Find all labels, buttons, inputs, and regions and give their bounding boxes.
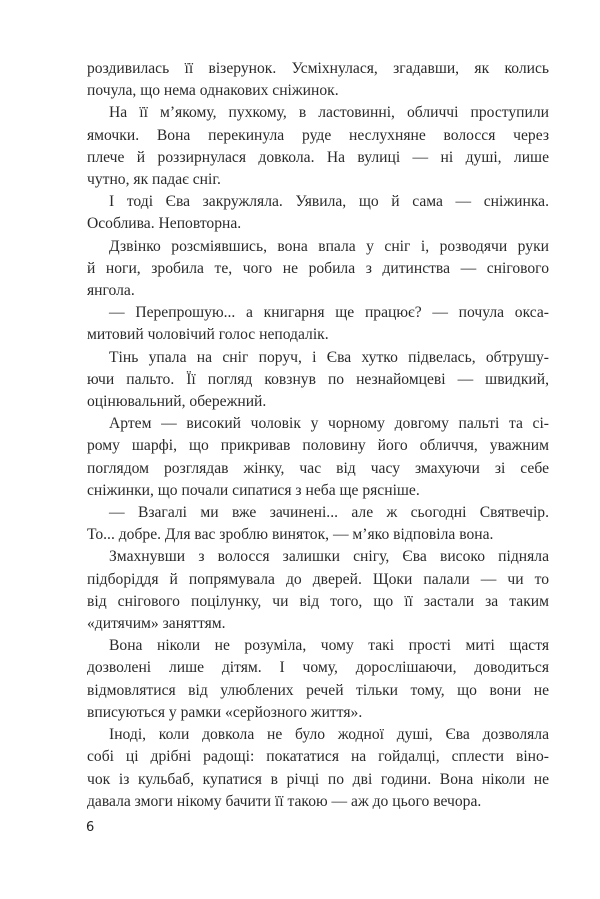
text-line: й ноги, зробила те, чого не робила з дитинства — снігового — [87, 259, 549, 277]
text-line: оцінювальний, обережний. — [87, 393, 267, 411]
paragraph — [87, 413, 549, 502]
paragraph — [87, 635, 549, 724]
text-line: сніжинки, що почали сипатися з неба ще рясніше. — [87, 481, 420, 499]
paragraph — [87, 191, 549, 235]
paragraph — [87, 724, 549, 813]
text-line: То... добре. Для вас зроблю виняток, — м’яко відповіла вона. — [87, 526, 494, 544]
paragraph — [87, 58, 549, 102]
text-line: — Перепрошую... а книгарня ще працює? — почула окса- — [109, 304, 549, 322]
text-line: вписуються у рамки «серйозного життя». — [87, 703, 363, 721]
text-line: поглядом розглядав жінку, час від часу змахуючи зі себе — [87, 459, 549, 477]
text-line: чутно, як падає сніг. — [87, 171, 221, 189]
page-number: 6 — [86, 820, 95, 835]
text-line: ючи пальто. Її погляд ковзнув по незнайомцеві — швидкий, — [87, 370, 549, 388]
text-line: підборіддя й попрямувала до дверей. Щоки палали — чи то — [87, 570, 549, 588]
text-line: І тоді Єва закружляла. Уявила, що й сама — сніжинка. — [109, 193, 549, 211]
text-line: собі ці дрібні радощі: покататися на гойдалці, сплести віно- — [87, 748, 549, 766]
text-line: Іноді, коли довкола не було жодної душі, Єва дозволяла — [109, 726, 549, 744]
text-line: янгола. — [87, 282, 135, 300]
text-line: На її м’якому, пухкому, в ластовинні, обличчі проступили — [109, 104, 549, 122]
paragraph — [87, 102, 549, 191]
paragraph — [87, 502, 549, 546]
paragraph — [87, 236, 549, 303]
text-line: Артем — високий чоловік у чорному довгому пальті та сі- — [109, 415, 549, 433]
text-line: роздивилась її візерунок. Усміхнулася, згадавши, як колись — [87, 60, 549, 77]
text-line: Змахнувши з волосся залишки снігу, Єва високо підняла — [109, 548, 549, 566]
text-line: давала змоги нікому бачити її такою — аж до цього вечора. — [87, 792, 482, 810]
text-line: Особлива. Неповторна. — [87, 215, 242, 233]
paragraph — [87, 546, 549, 635]
text-line: плече й роззирнулася довкола. На вулиці — ні душі, лише — [87, 148, 549, 166]
text-line: чок із кульбаб, купатися в річці по дві години. Вона ніколи не — [87, 770, 549, 788]
text-line: «дитячим» заняттям. — [87, 615, 226, 633]
text-line: Дзвінко розсміявшись, вона впала у сніг і, розводячи руки — [109, 237, 549, 255]
page-body — [87, 58, 549, 813]
text-line: почула, що нема однакових сніжинок. — [87, 82, 339, 100]
text-line: рому шарфі, що прикривав половину його обличчя, уважним — [87, 437, 549, 455]
text-line: ямочки. Вона перекинула руде неслухняне волосся через — [87, 126, 549, 144]
text-line: Тінь упала на сніг поруч, і Єва хутко підвелась, обтрушу- — [109, 348, 549, 366]
text-line: відмовлятися від улюблених речей тільки тому, що вони не — [87, 681, 549, 699]
text-line: — Взагалі ми вже зачинені... але ж сьогодні Святвечір. — [109, 504, 549, 522]
text-line: Вона ніколи не розуміла, чому такі прості миті щастя — [109, 637, 549, 655]
paragraph — [87, 347, 549, 414]
text-line: від снігового поцілунку, чи від того, що її застали за таким — [87, 592, 549, 610]
text-line: дозволені лише дітям. І чому, дорослішаючи, доводиться — [87, 659, 549, 677]
paragraph — [87, 302, 549, 346]
text-line: митовий чоловічий голос неподалік. — [87, 326, 329, 344]
